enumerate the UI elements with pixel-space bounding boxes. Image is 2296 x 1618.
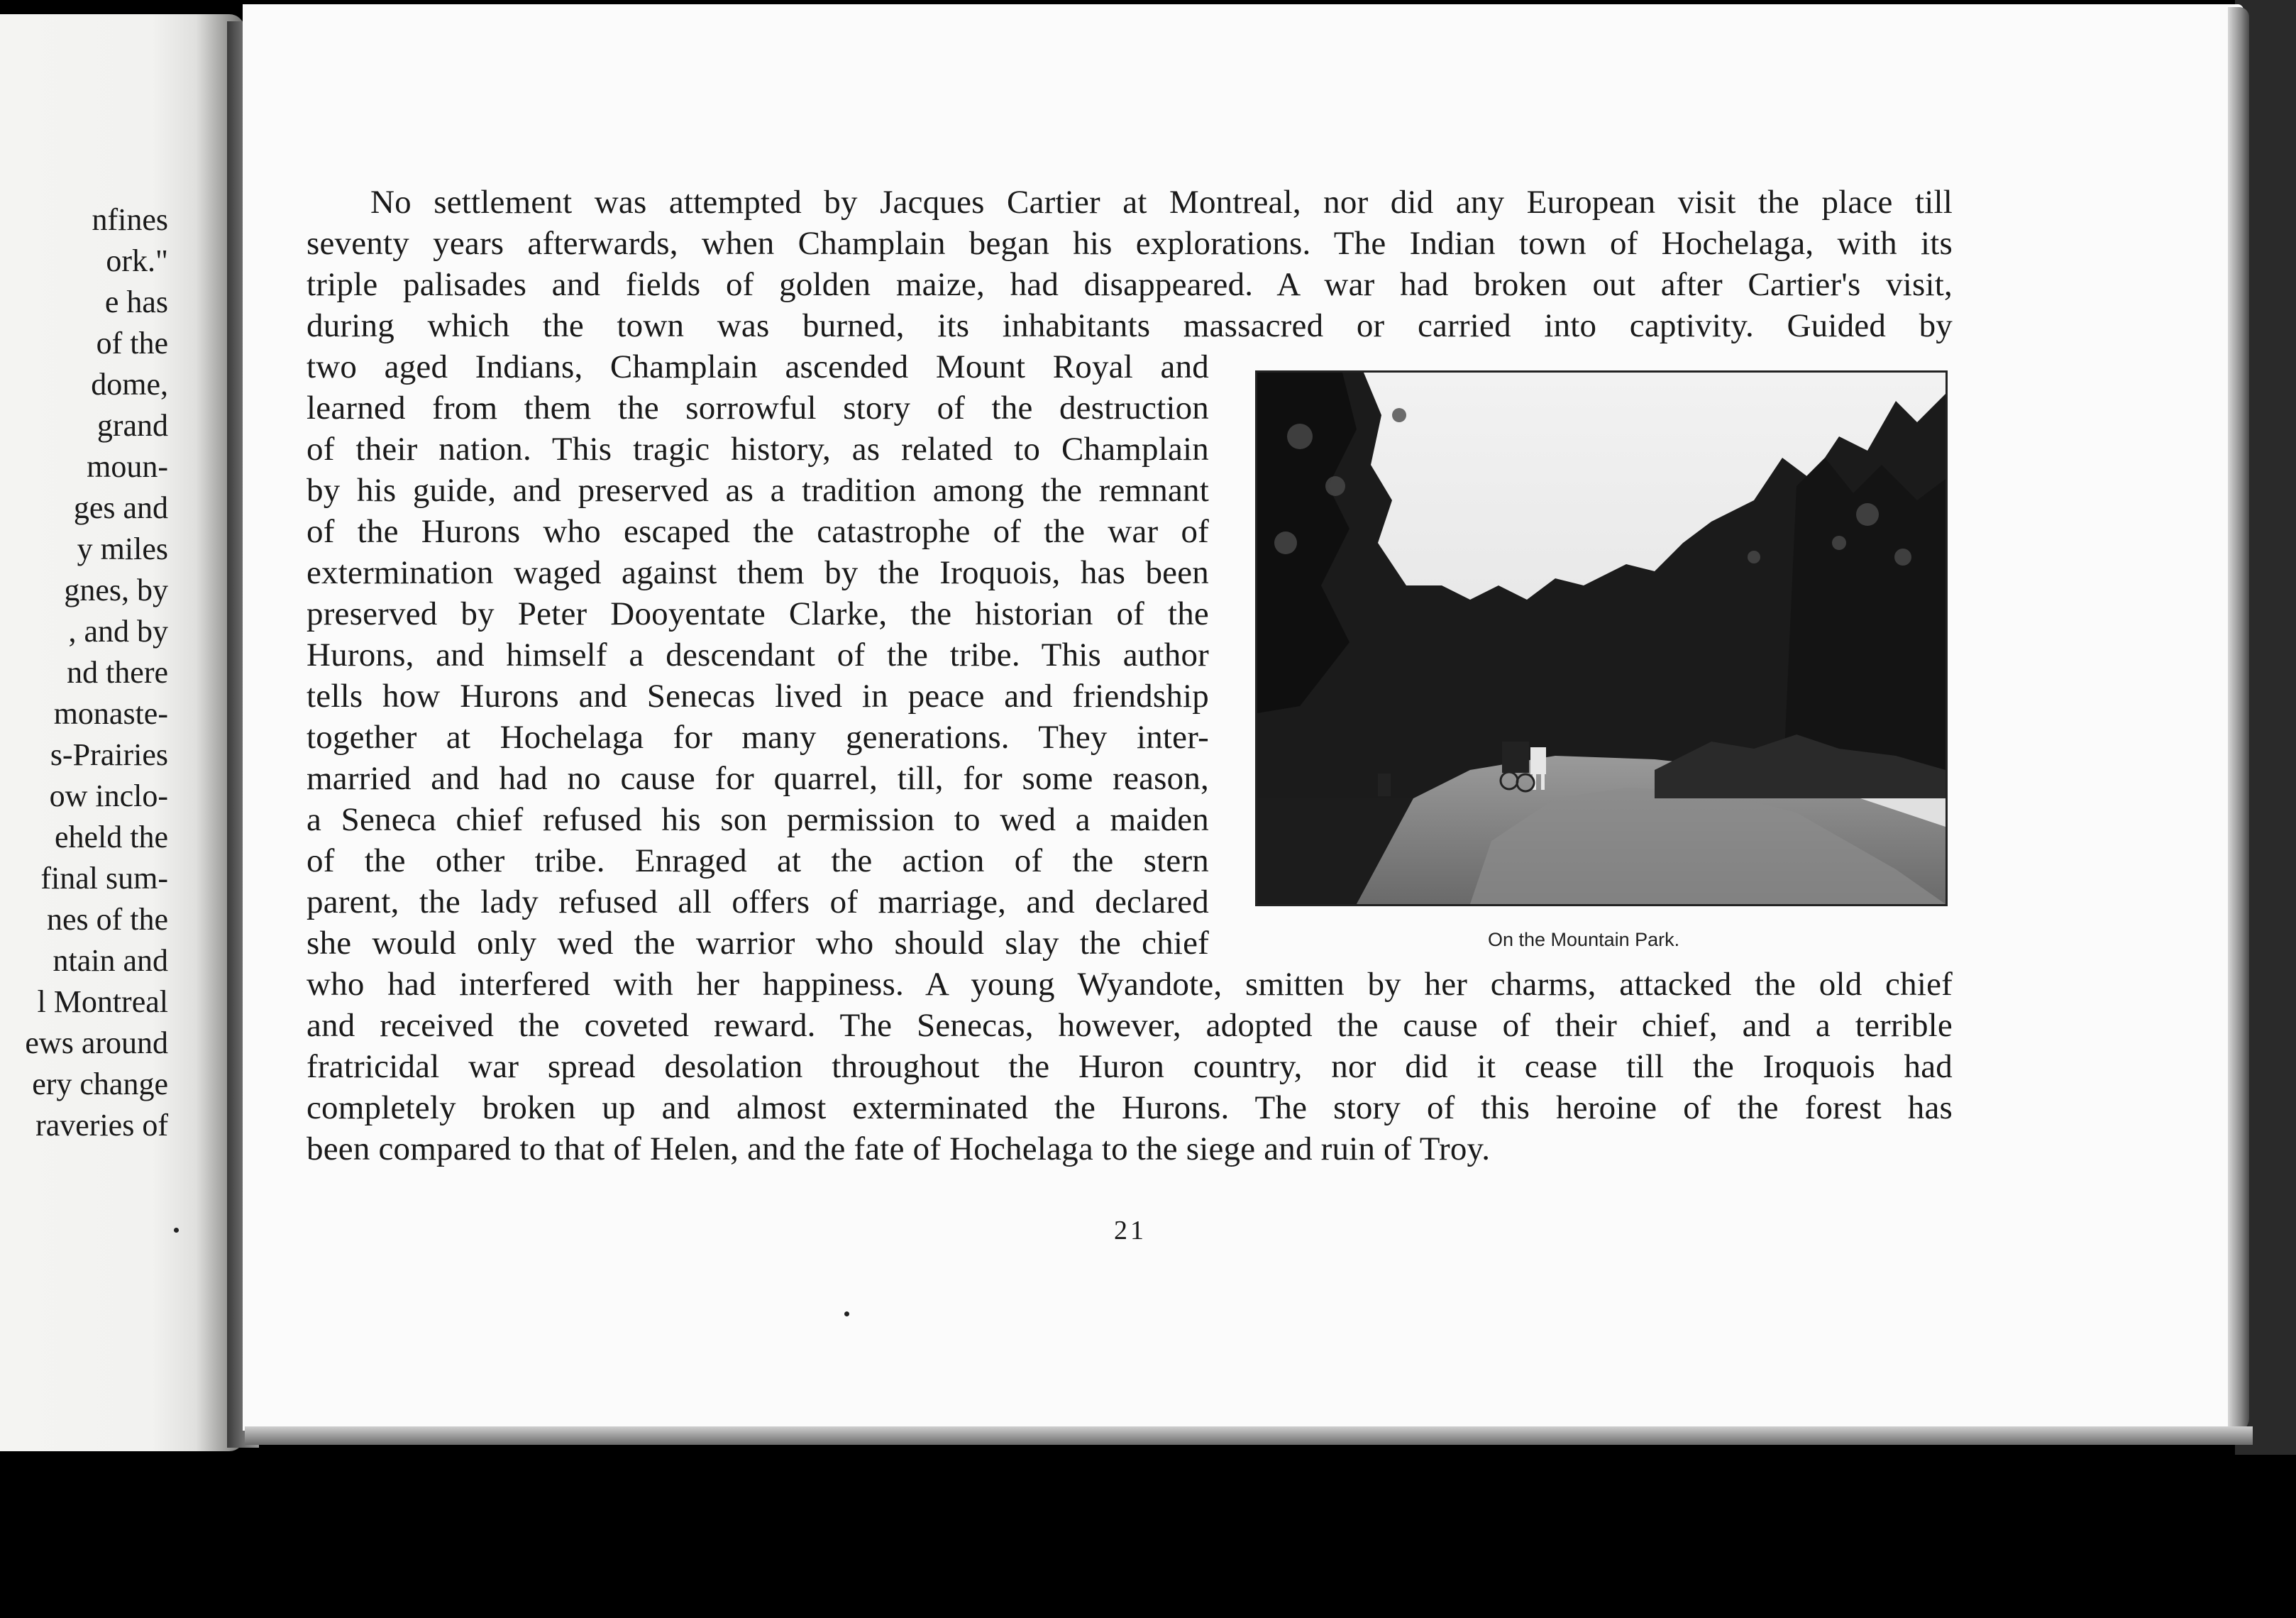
left-page-text: final sum- [40,861,168,896]
body-text-line: of their nation. This tragic history, as related to Champlain [307,431,1209,468]
body-text-line: extermination waged against them by the Iroquois, has been [307,554,1209,591]
body-text-line: during which the town was burned, its inhabitants massacred or carried into captivity. Guided by [307,307,1953,344]
left-page-text: nd there [67,655,168,690]
body-text-line: seventy years afterwards, when Champlain began his explorations. The Indian town of Hochelaga, with its [307,225,1953,262]
body-text-line: completely broken up and almost exterminated the Hurons. The story of this heroine of the forest has [307,1089,1953,1126]
body-text-line: a Seneca chief refused his son permission to wed a maiden [307,801,1209,838]
left-page-text: l Montreal [37,984,168,1019]
body-text-line: and received the coveted reward. The Senecas, however, adopted the cause of their chief, and a terrible [307,1007,1953,1044]
body-text-line: tells how Hurons and Senecas lived in peace and friendship [307,678,1209,715]
body-text-line: of the other tribe. Enraged at the action of the stern [307,842,1209,879]
left-page-text: gnes, by [64,573,168,607]
left-page-text: grand [96,408,168,443]
body-text-line: she would only wed the warrior who should slay the chief [307,925,1209,962]
left-page-text: raveries of [35,1108,168,1143]
left-page [0,14,245,1451]
left-page-text: ntain and [53,943,168,978]
body-text-line: parent, the lady refused all offers of marriage, and declared [307,884,1209,920]
left-page-text: ork." [106,243,168,278]
body-text-line: of the Hurons who escaped the catastrophe of the war of [307,513,1209,550]
body-text-line: Hurons, and himself a descendant of the tribe. This author [307,637,1209,673]
left-page-text: , and by [68,614,168,649]
left-page-text: y miles [77,532,168,566]
body-text-line: together at Hochelaga for many generations. They inter- [307,719,1209,756]
page-bottom-edge [245,1426,2253,1445]
page-edge [2228,7,2249,1433]
body-text-line: triple palisades and fields of golden maize, had disappeared. A war had broken out after Cartier's visit, [307,266,1953,303]
body-text-line: No settlement was attempted by Jacques Cartier at Montreal, nor did any European visit the place till [370,184,1953,221]
body-text-line: learned from them the sorrowful story of the destruction [307,390,1209,426]
left-page-text: of the [96,326,168,361]
left-page-text: ery change [32,1067,168,1101]
body-text-line: preserved by Peter Dooyentate Clarke, the historian of the [307,595,1209,632]
left-page-text: nes of the [46,902,168,937]
photo-caption: On the Mountain Park. [1488,929,1680,950]
left-page-text: nfines [92,202,168,237]
ink-speck [844,1311,849,1316]
left-page-text: monaste- [53,696,168,731]
page-number: 21 [1114,1216,1147,1245]
photograph-mountain-park [1255,370,1948,906]
body-text-line: who had interfered with her happiness. A young Wyandote, smitten by her charms, attacked the old chief [307,966,1953,1003]
left-page-text: ews around [25,1025,168,1060]
left-page-text: eheld the [54,820,168,854]
photograph-scene [1257,373,1945,904]
left-page-text: dome, [91,367,168,402]
body-text-line: been compared to that of Helen, and the fate of Hochelaga to the siege and ruin of Troy. [307,1130,1491,1167]
left-page-text: e has [104,285,168,319]
body-text-line: married and had no cause for quarrel, till, for some reason, [307,760,1209,797]
body-text-line: by his guide, and preserved as a tradition among the remnant [307,472,1209,509]
left-page-text: ges and [73,490,168,525]
left-page-text: moun- [87,449,168,484]
left-page-text: s-Prairies [50,737,168,772]
body-text-line: fratricidal war spread desolation throughout the Huron country, nor did it cease till the Iroquois had [307,1048,1953,1085]
body-text-line: two aged Indians, Champlain ascended Mount Royal and [307,348,1209,385]
ink-speck [174,1228,179,1233]
left-page-text: ow inclo- [49,778,168,813]
